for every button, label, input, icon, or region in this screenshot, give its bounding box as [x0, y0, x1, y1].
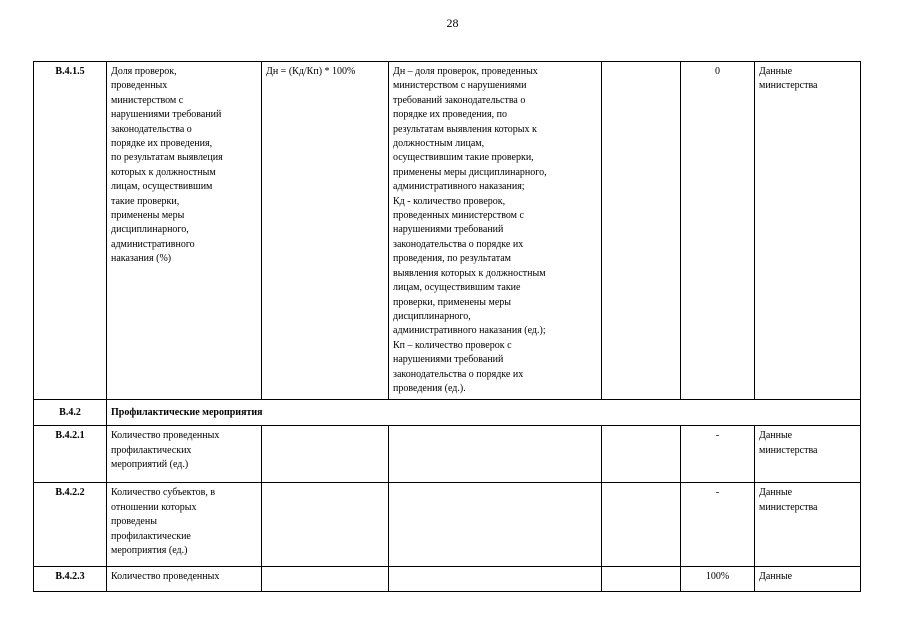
- section-code: В.4.2: [34, 400, 107, 426]
- page-number: 28: [446, 16, 459, 30]
- section-title: Профилактические мероприятия: [107, 400, 861, 426]
- table-row: [34, 483, 861, 567]
- indicator-name: Доля проверок, проведенных министерством с нарушениями требований законодательства о порядке их проведения, по результатам выявлеция которых к должностным лицам, осуществившим такие проверки, применены меры дисциплинарного, административного наказания (%): [107, 62, 262, 400]
- indicator-source: Данные министерства: [755, 62, 861, 400]
- indicator-code: В.4.1.5: [34, 62, 107, 400]
- indicator-value: -: [681, 426, 755, 483]
- indicator-name: Количество проведенных: [107, 567, 262, 592]
- indicator-empty-cell: [602, 426, 681, 483]
- table-row: [34, 62, 861, 400]
- indicator-formula: [262, 567, 389, 592]
- table-row: [34, 426, 861, 483]
- indicator-code: В.4.2.1: [34, 426, 107, 483]
- indicator-description: Дн – доля проверок, проведенных министерством с нарушениями требований законодательства о порядке их проведения, по результатам выявления которых к должностным лицам, осуществившим такие проверки, применены меры дисциплинарного, административного наказания; Кд - количество проверок, проведенных министерством с нарушениями требований законодательства о порядке их проведения, по результатам выявления которых к должностным лицам, осуществившим такие проверки, применены меры дисциплинарного, административного наказания (ед.); Кп – количество проверок с нарушениями требований законодательства о порядке их проведения (ед.).: [389, 62, 602, 400]
- indicator-description: [389, 567, 602, 592]
- indicator-source: Данные: [755, 567, 861, 592]
- indicator-code: В.4.2.2: [34, 483, 107, 567]
- indicator-formula: [262, 426, 389, 483]
- indicator-value: 0: [681, 62, 755, 400]
- indicator-name: Количество субъектов, в отношении которых проведены профилактические мероприятия (ед.): [107, 483, 262, 567]
- indicator-description: [389, 483, 602, 567]
- table-row: [34, 567, 861, 592]
- indicator-empty-cell: [602, 567, 681, 592]
- indicator-value: -: [681, 483, 755, 567]
- indicator-code: В.4.2.3: [34, 567, 107, 592]
- indicator-formula: [262, 483, 389, 567]
- indicator-source: Данные министерства: [755, 426, 861, 483]
- section-row: [34, 400, 861, 426]
- indicators-table: [33, 61, 861, 592]
- indicator-empty-cell: [602, 483, 681, 567]
- indicator-empty-cell: [602, 62, 681, 400]
- indicator-value: 100%: [681, 567, 755, 592]
- indicator-name: Количество проведенных профилактических мероприятий (ед.): [107, 426, 262, 483]
- indicator-source: Данные министерства: [755, 483, 861, 567]
- indicator-description: [389, 426, 602, 483]
- indicator-formula: Дн = (Кд/Кп) * 100%: [262, 62, 389, 400]
